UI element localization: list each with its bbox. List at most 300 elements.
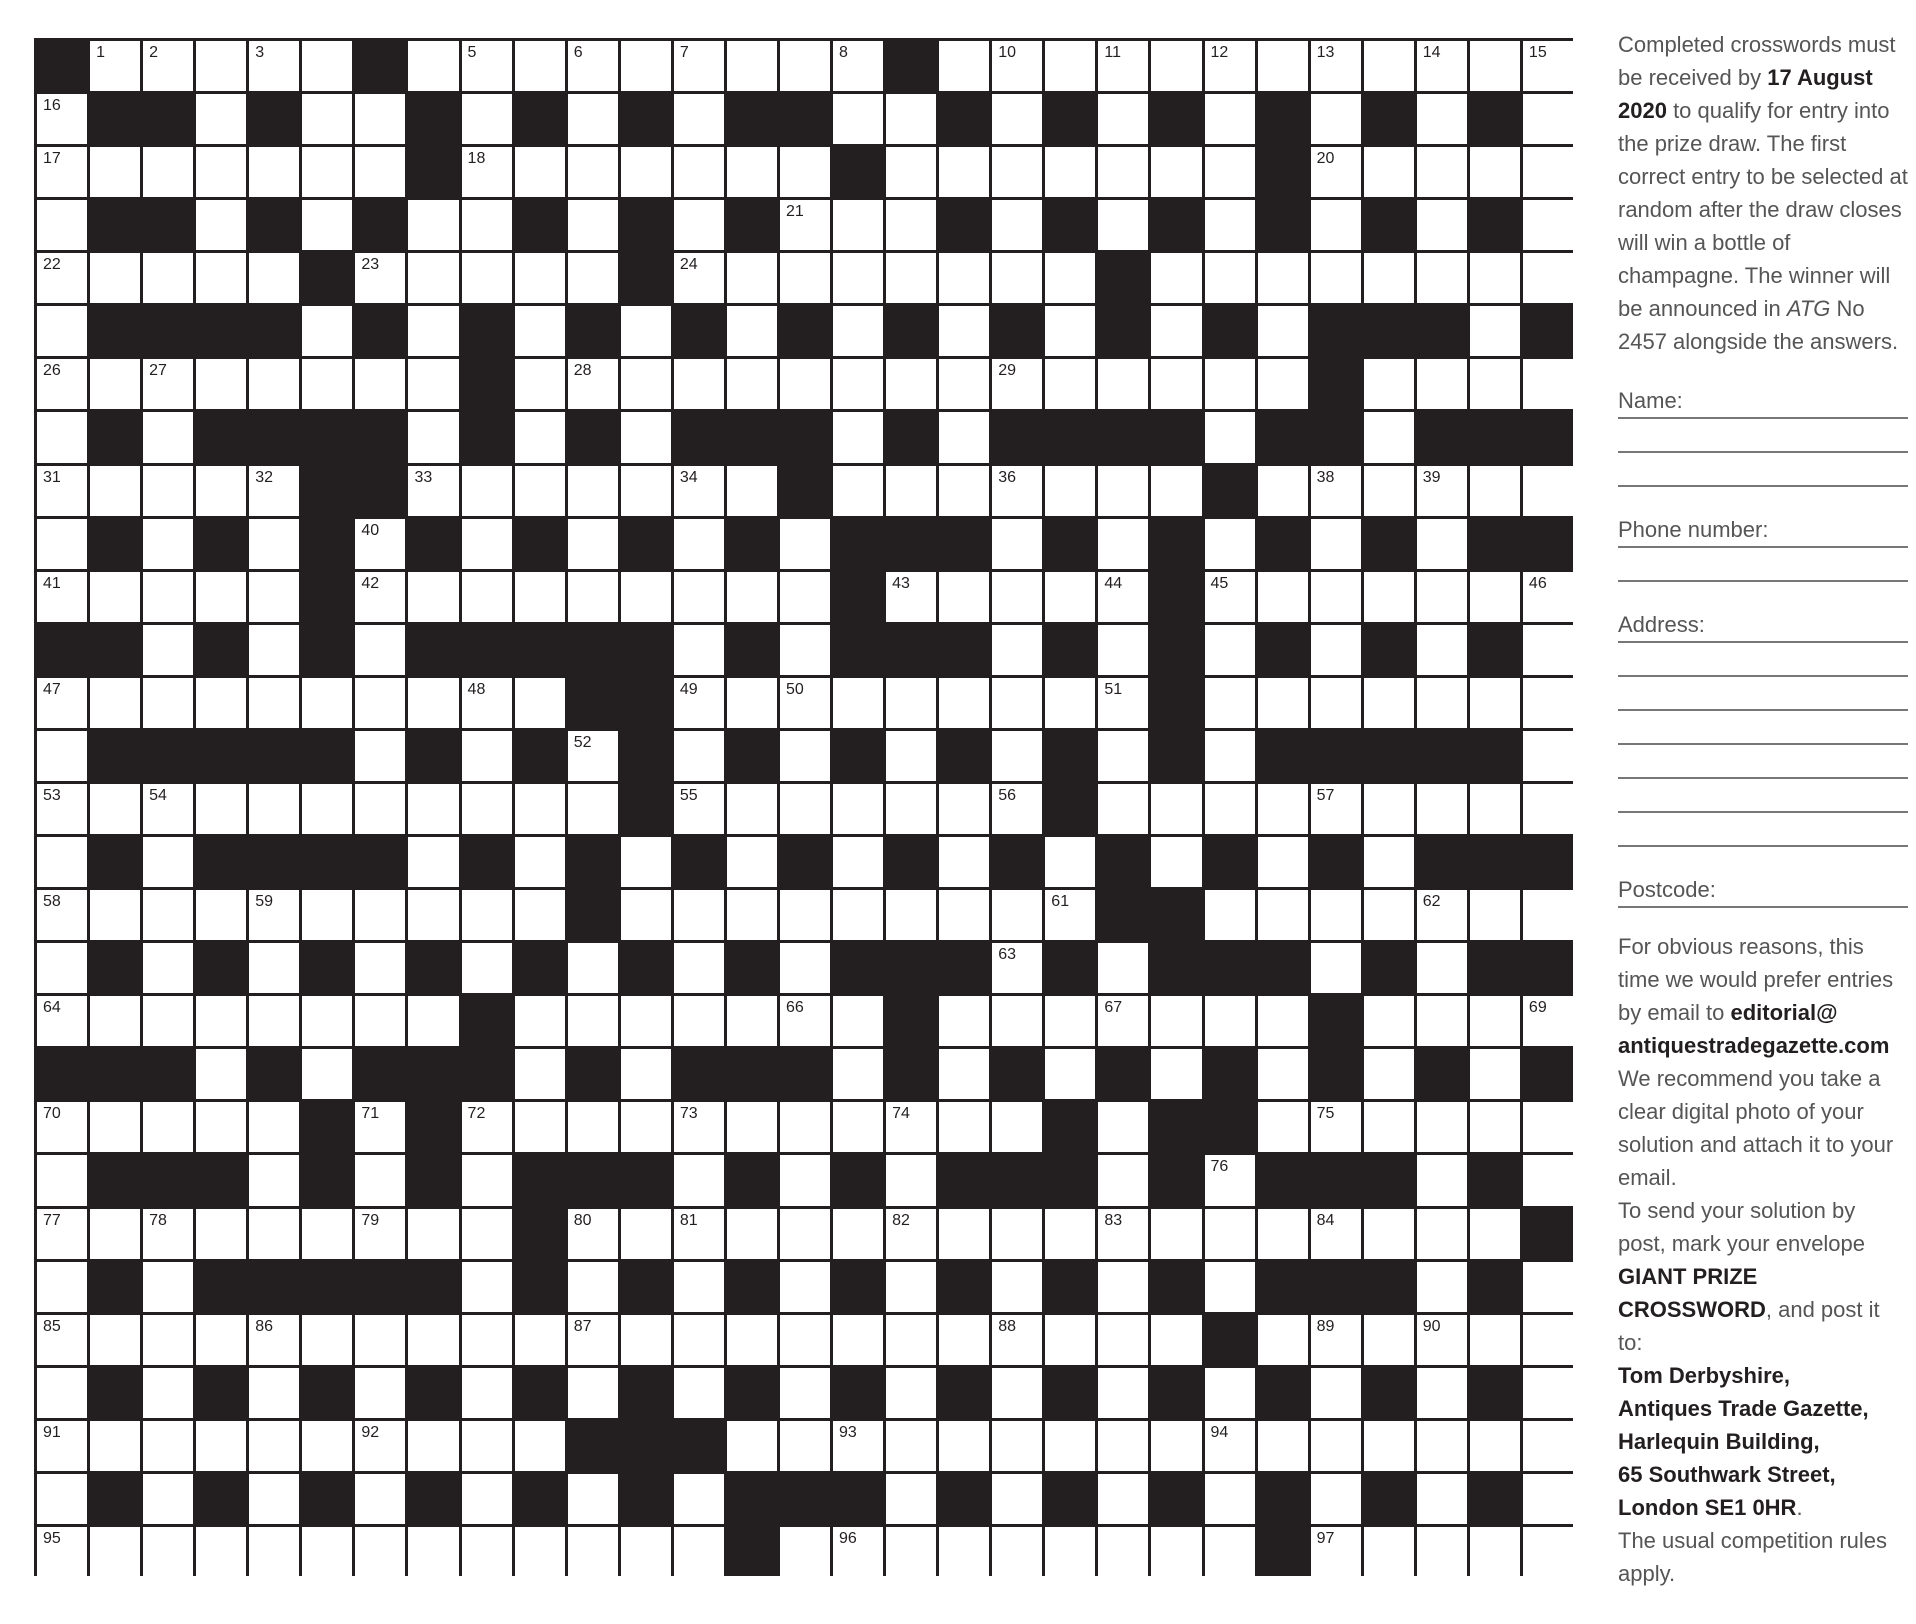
grid-cell[interactable] [939, 837, 989, 887]
grid-cell[interactable] [1151, 1209, 1201, 1259]
grid-cell[interactable] [1205, 1209, 1255, 1259]
grid-cell[interactable] [462, 41, 512, 91]
grid-cell[interactable] [992, 943, 1042, 993]
grid-cell[interactable] [1523, 200, 1573, 250]
grid-cell[interactable] [1258, 306, 1308, 356]
grid-cell[interactable] [1098, 519, 1148, 569]
grid-cell[interactable] [355, 359, 405, 409]
grid-cell[interactable] [1311, 1102, 1361, 1152]
grid-cell[interactable] [1151, 837, 1201, 887]
grid-cell[interactable] [408, 253, 458, 303]
grid-cell[interactable] [1098, 572, 1148, 622]
grid-cell[interactable] [992, 1474, 1042, 1524]
grid-cell[interactable] [1258, 837, 1308, 887]
grid-cell[interactable] [886, 147, 936, 197]
grid-cell[interactable] [1417, 1102, 1467, 1152]
grid-cell[interactable] [143, 147, 193, 197]
grid-cell[interactable] [727, 572, 777, 622]
grid-cell[interactable] [939, 1102, 989, 1152]
grid-cell[interactable] [355, 1421, 405, 1471]
grid-cell[interactable] [196, 784, 246, 834]
grid-cell[interactable] [568, 359, 618, 409]
grid-cell[interactable] [37, 996, 87, 1046]
address-line-6[interactable] [1618, 779, 1908, 813]
grid-cell[interactable] [408, 678, 458, 728]
grid-cell[interactable] [1151, 996, 1201, 1046]
grid-cell[interactable] [992, 784, 1042, 834]
grid-cell[interactable] [1205, 731, 1255, 781]
grid-cell[interactable] [727, 1315, 777, 1365]
grid-cell[interactable] [992, 253, 1042, 303]
grid-cell[interactable] [833, 1102, 883, 1152]
grid-cell[interactable] [833, 678, 883, 728]
grid-cell[interactable] [37, 1368, 87, 1418]
grid-cell[interactable] [621, 147, 671, 197]
grid-cell[interactable] [833, 784, 883, 834]
grid-cell[interactable] [674, 94, 724, 144]
grid-cell[interactable] [462, 890, 512, 940]
grid-cell[interactable] [886, 466, 936, 516]
grid-cell[interactable] [462, 572, 512, 622]
grid-cell[interactable] [1523, 147, 1573, 197]
grid-cell[interactable] [143, 1421, 193, 1471]
grid-cell[interactable] [1417, 1155, 1467, 1205]
grid-cell[interactable] [674, 519, 724, 569]
grid-cell[interactable] [568, 943, 618, 993]
grid-cell[interactable] [143, 1315, 193, 1365]
grid-cell[interactable] [302, 359, 352, 409]
grid-cell[interactable] [515, 306, 565, 356]
grid-cell[interactable] [1205, 996, 1255, 1046]
grid-cell[interactable] [1205, 1527, 1255, 1577]
grid-cell[interactable] [1523, 359, 1573, 409]
grid-cell[interactable] [90, 784, 140, 834]
grid-cell[interactable] [780, 1527, 830, 1577]
grid-cell[interactable] [196, 572, 246, 622]
grid-cell[interactable] [886, 253, 936, 303]
grid-cell[interactable] [1311, 625, 1361, 675]
grid-cell[interactable] [568, 1368, 618, 1418]
grid-cell[interactable] [1523, 1102, 1573, 1152]
grid-cell[interactable] [37, 1421, 87, 1471]
grid-cell[interactable] [1417, 41, 1467, 91]
grid-cell[interactable] [1045, 359, 1095, 409]
grid-cell[interactable] [1045, 1209, 1095, 1259]
grid-cell[interactable] [1364, 359, 1414, 409]
grid-cell[interactable] [1523, 1421, 1573, 1471]
grid-cell[interactable] [780, 943, 830, 993]
grid-cell[interactable] [355, 1315, 405, 1365]
grid-cell[interactable] [833, 837, 883, 887]
grid-cell[interactable] [621, 572, 671, 622]
grid-cell[interactable] [833, 94, 883, 144]
grid-cell[interactable] [1417, 200, 1467, 250]
grid-cell[interactable] [90, 1209, 140, 1259]
grid-cell[interactable] [37, 1315, 87, 1365]
grid-cell[interactable] [1098, 784, 1148, 834]
grid-cell[interactable] [249, 1155, 299, 1205]
grid-cell[interactable] [515, 253, 565, 303]
grid-cell[interactable] [886, 1262, 936, 1312]
grid-cell[interactable] [37, 200, 87, 250]
grid-cell[interactable] [727, 359, 777, 409]
grid-cell[interactable] [1523, 1368, 1573, 1418]
grid-cell[interactable] [37, 572, 87, 622]
grid-cell[interactable] [1258, 1049, 1308, 1099]
grid-cell[interactable] [833, 306, 883, 356]
grid-cell[interactable] [780, 1315, 830, 1365]
grid-cell[interactable] [1098, 1315, 1148, 1365]
grid-cell[interactable] [1045, 306, 1095, 356]
grid-cell[interactable] [568, 731, 618, 781]
grid-cell[interactable] [780, 1155, 830, 1205]
grid-cell[interactable] [674, 1155, 724, 1205]
grid-cell[interactable] [939, 572, 989, 622]
grid-cell[interactable] [1098, 1474, 1148, 1524]
grid-cell[interactable] [462, 94, 512, 144]
grid-cell[interactable] [37, 253, 87, 303]
grid-cell[interactable] [780, 890, 830, 940]
grid-cell[interactable] [886, 890, 936, 940]
grid-cell[interactable] [1364, 1527, 1414, 1577]
grid-cell[interactable] [408, 572, 458, 622]
grid-cell[interactable] [462, 1209, 512, 1259]
grid-cell[interactable] [1151, 147, 1201, 197]
grid-cell[interactable] [1045, 1421, 1095, 1471]
grid-cell[interactable] [1311, 678, 1361, 728]
grid-cell[interactable] [1098, 147, 1148, 197]
grid-cell[interactable] [143, 890, 193, 940]
grid-cell[interactable] [992, 1421, 1042, 1471]
grid-cell[interactable] [939, 996, 989, 1046]
grid-cell[interactable] [568, 784, 618, 834]
grid-cell[interactable] [408, 200, 458, 250]
grid-cell[interactable] [37, 731, 87, 781]
grid-cell[interactable] [196, 200, 246, 250]
grid-cell[interactable] [37, 1155, 87, 1205]
grid-cell[interactable] [1205, 890, 1255, 940]
grid-cell[interactable] [1258, 466, 1308, 516]
grid-cell[interactable] [1045, 678, 1095, 728]
grid-cell[interactable] [1098, 1527, 1148, 1577]
grid-cell[interactable] [674, 625, 724, 675]
grid-cell[interactable] [886, 1102, 936, 1152]
grid-cell[interactable] [886, 1474, 936, 1524]
grid-cell[interactable] [1311, 200, 1361, 250]
grid-cell[interactable] [1523, 572, 1573, 622]
grid-cell[interactable] [355, 1527, 405, 1577]
grid-cell[interactable] [1205, 41, 1255, 91]
grid-cell[interactable] [37, 412, 87, 462]
grid-cell[interactable] [1417, 1527, 1467, 1577]
grid-cell[interactable] [939, 412, 989, 462]
grid-cell[interactable] [1205, 412, 1255, 462]
grid-cell[interactable] [621, 466, 671, 516]
grid-cell[interactable] [1311, 1315, 1361, 1365]
grid-cell[interactable] [1417, 1209, 1467, 1259]
grid-cell[interactable] [37, 466, 87, 516]
grid-cell[interactable] [1151, 1527, 1201, 1577]
grid-cell[interactable] [249, 41, 299, 91]
grid-cell[interactable] [1151, 253, 1201, 303]
grid-cell[interactable] [515, 837, 565, 887]
grid-cell[interactable] [1311, 41, 1361, 91]
grid-cell[interactable] [37, 1474, 87, 1524]
grid-cell[interactable] [1470, 572, 1520, 622]
grid-cell[interactable] [833, 1527, 883, 1577]
grid-cell[interactable] [833, 890, 883, 940]
grid-cell[interactable] [1470, 41, 1520, 91]
grid-cell[interactable] [143, 1262, 193, 1312]
grid-cell[interactable] [462, 784, 512, 834]
grid-cell[interactable] [886, 731, 936, 781]
grid-cell[interactable] [302, 1421, 352, 1471]
grid-cell[interactable] [355, 94, 405, 144]
grid-cell[interactable] [674, 784, 724, 834]
grid-cell[interactable] [939, 784, 989, 834]
grid-cell[interactable] [196, 253, 246, 303]
phone-line-2[interactable] [1618, 548, 1908, 582]
grid-cell[interactable] [196, 466, 246, 516]
grid-cell[interactable] [780, 996, 830, 1046]
grid-cell[interactable] [1098, 94, 1148, 144]
grid-cell[interactable] [780, 731, 830, 781]
grid-cell[interactable] [727, 306, 777, 356]
grid-cell[interactable] [1258, 890, 1308, 940]
grid-cell[interactable] [1311, 253, 1361, 303]
grid-cell[interactable] [1205, 678, 1255, 728]
grid-cell[interactable] [568, 1315, 618, 1365]
grid-cell[interactable] [1311, 890, 1361, 940]
grid-cell[interactable] [462, 731, 512, 781]
grid-cell[interactable] [1205, 1262, 1255, 1312]
grid-cell[interactable] [568, 147, 618, 197]
grid-cell[interactable] [674, 253, 724, 303]
grid-cell[interactable] [1045, 572, 1095, 622]
grid-cell[interactable] [355, 1102, 405, 1152]
grid-cell[interactable] [674, 943, 724, 993]
grid-cell[interactable] [886, 1155, 936, 1205]
grid-cell[interactable] [196, 94, 246, 144]
grid-cell[interactable] [1364, 147, 1414, 197]
grid-cell[interactable] [1098, 1209, 1148, 1259]
grid-cell[interactable] [727, 253, 777, 303]
grid-cell[interactable] [408, 412, 458, 462]
grid-cell[interactable] [249, 519, 299, 569]
grid-cell[interactable] [1470, 1315, 1520, 1365]
grid-cell[interactable] [302, 890, 352, 940]
grid-cell[interactable] [1470, 1527, 1520, 1577]
grid-cell[interactable] [143, 1474, 193, 1524]
grid-cell[interactable] [1523, 41, 1573, 91]
grid-cell[interactable] [1098, 359, 1148, 409]
grid-cell[interactable] [1417, 1368, 1467, 1418]
grid-cell[interactable] [196, 678, 246, 728]
grid-cell[interactable] [1098, 1262, 1148, 1312]
grid-cell[interactable] [1045, 466, 1095, 516]
grid-cell[interactable] [674, 1262, 724, 1312]
grid-cell[interactable] [727, 996, 777, 1046]
grid-cell[interactable] [196, 41, 246, 91]
grid-cell[interactable] [674, 1474, 724, 1524]
grid-cell[interactable] [568, 466, 618, 516]
address-line-2[interactable] [1618, 643, 1908, 677]
grid-cell[interactable] [727, 1102, 777, 1152]
grid-cell[interactable] [515, 1315, 565, 1365]
grid-cell[interactable] [1470, 359, 1520, 409]
grid-cell[interactable] [780, 41, 830, 91]
grid-cell[interactable] [833, 41, 883, 91]
grid-cell[interactable] [90, 1102, 140, 1152]
grid-cell[interactable] [674, 1315, 724, 1365]
grid-cell[interactable] [1417, 996, 1467, 1046]
grid-cell[interactable] [1364, 1421, 1414, 1471]
address-line-7[interactable] [1618, 813, 1908, 847]
grid-cell[interactable] [568, 253, 618, 303]
grid-cell[interactable] [621, 412, 671, 462]
grid-cell[interactable] [1045, 837, 1095, 887]
grid-cell[interactable] [462, 1368, 512, 1418]
grid-cell[interactable] [1205, 1155, 1255, 1205]
grid-cell[interactable] [939, 147, 989, 197]
name-line-3[interactable] [1618, 453, 1908, 487]
grid-cell[interactable] [355, 1474, 405, 1524]
grid-cell[interactable] [621, 306, 671, 356]
grid-cell[interactable] [249, 466, 299, 516]
grid-cell[interactable] [727, 466, 777, 516]
grid-cell[interactable] [1045, 996, 1095, 1046]
grid-cell[interactable] [1258, 1315, 1308, 1365]
grid-cell[interactable] [302, 306, 352, 356]
grid-cell[interactable] [408, 359, 458, 409]
grid-cell[interactable] [568, 1102, 618, 1152]
grid-cell[interactable] [462, 1527, 512, 1577]
grid-cell[interactable] [462, 253, 512, 303]
grid-cell[interactable] [621, 1315, 671, 1365]
grid-cell[interactable] [1364, 784, 1414, 834]
grid-cell[interactable] [1311, 1527, 1361, 1577]
grid-cell[interactable] [992, 1102, 1042, 1152]
grid-cell[interactable] [1045, 253, 1095, 303]
grid-cell[interactable] [1205, 359, 1255, 409]
grid-cell[interactable] [886, 1527, 936, 1577]
grid-cell[interactable] [1151, 41, 1201, 91]
grid-cell[interactable] [1258, 1102, 1308, 1152]
grid-cell[interactable] [143, 625, 193, 675]
grid-cell[interactable] [196, 1102, 246, 1152]
grid-cell[interactable] [1151, 466, 1201, 516]
grid-cell[interactable] [249, 1421, 299, 1471]
grid-cell[interactable] [780, 1421, 830, 1471]
grid-cell[interactable] [674, 1527, 724, 1577]
grid-cell[interactable] [1258, 1421, 1308, 1471]
grid-cell[interactable] [1364, 572, 1414, 622]
grid-cell[interactable] [1417, 359, 1467, 409]
grid-cell[interactable] [37, 943, 87, 993]
grid-cell[interactable] [408, 1315, 458, 1365]
address-line-3[interactable] [1618, 677, 1908, 711]
grid-cell[interactable] [939, 1527, 989, 1577]
grid-cell[interactable] [939, 466, 989, 516]
grid-cell[interactable] [143, 412, 193, 462]
grid-cell[interactable] [992, 359, 1042, 409]
grid-cell[interactable] [249, 359, 299, 409]
grid-cell[interactable] [1205, 519, 1255, 569]
grid-cell[interactable] [1098, 996, 1148, 1046]
grid-cell[interactable] [674, 678, 724, 728]
grid-cell[interactable] [1417, 943, 1467, 993]
grid-cell[interactable] [1417, 147, 1467, 197]
grid-cell[interactable] [939, 678, 989, 728]
grid-cell[interactable] [462, 1315, 512, 1365]
grid-cell[interactable] [621, 890, 671, 940]
grid-cell[interactable] [886, 678, 936, 728]
grid-cell[interactable] [196, 1049, 246, 1099]
grid-cell[interactable] [939, 359, 989, 409]
grid-cell[interactable] [249, 1102, 299, 1152]
grid-cell[interactable] [355, 1368, 405, 1418]
grid-cell[interactable] [727, 784, 777, 834]
grid-cell[interactable] [515, 466, 565, 516]
grid-cell[interactable] [1523, 253, 1573, 303]
grid-cell[interactable] [1098, 1368, 1148, 1418]
grid-cell[interactable] [143, 1209, 193, 1259]
grid-cell[interactable] [143, 41, 193, 91]
grid-cell[interactable] [674, 466, 724, 516]
grid-cell[interactable] [355, 1155, 405, 1205]
grid-cell[interactable] [727, 1421, 777, 1471]
grid-cell[interactable] [355, 625, 405, 675]
grid-cell[interactable] [302, 784, 352, 834]
grid-cell[interactable] [196, 1209, 246, 1259]
grid-cell[interactable] [249, 1527, 299, 1577]
grid-cell[interactable] [1098, 1155, 1148, 1205]
grid-cell[interactable] [939, 1209, 989, 1259]
grid-cell[interactable] [462, 1474, 512, 1524]
grid-cell[interactable] [249, 572, 299, 622]
grid-cell[interactable] [515, 784, 565, 834]
grid-cell[interactable] [1311, 784, 1361, 834]
grid-cell[interactable] [1098, 1421, 1148, 1471]
grid-cell[interactable] [408, 1527, 458, 1577]
grid-cell[interactable] [515, 890, 565, 940]
grid-cell[interactable] [621, 1527, 671, 1577]
grid-cell[interactable] [1470, 678, 1520, 728]
grid-cell[interactable] [1151, 1049, 1201, 1099]
grid-cell[interactable] [143, 837, 193, 887]
grid-cell[interactable] [1258, 572, 1308, 622]
grid-cell[interactable] [1364, 41, 1414, 91]
grid-cell[interactable] [1311, 943, 1361, 993]
grid-cell[interactable] [1045, 147, 1095, 197]
grid-cell[interactable] [1258, 678, 1308, 728]
grid-cell[interactable] [1205, 1421, 1255, 1471]
grid-cell[interactable] [568, 572, 618, 622]
grid-cell[interactable] [1205, 625, 1255, 675]
grid-cell[interactable] [780, 519, 830, 569]
grid-cell[interactable] [621, 1049, 671, 1099]
grid-cell[interactable] [196, 996, 246, 1046]
name-line-2[interactable] [1618, 419, 1908, 453]
grid-cell[interactable] [727, 147, 777, 197]
grid-cell[interactable] [355, 784, 405, 834]
grid-cell[interactable] [780, 359, 830, 409]
grid-cell[interactable] [992, 1368, 1042, 1418]
grid-cell[interactable] [408, 1421, 458, 1471]
grid-cell[interactable] [992, 731, 1042, 781]
grid-cell[interactable] [515, 147, 565, 197]
grid-cell[interactable] [37, 1527, 87, 1577]
